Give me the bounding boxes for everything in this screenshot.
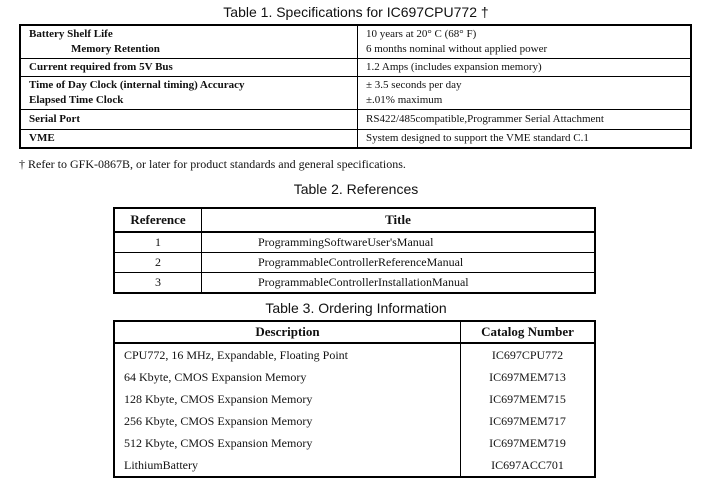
spec-label-cell — [20, 77, 358, 110]
specifications-table — [19, 24, 692, 149]
table-row — [114, 343, 595, 366]
catalog-number: IC697MEM713 — [461, 366, 596, 388]
spec-value-cell — [358, 25, 692, 59]
item-description: 256 Kbyte, CMOS Expansion Memory — [114, 410, 461, 432]
column-header-reference: Reference — [114, 208, 202, 232]
references-table — [113, 207, 596, 294]
spec-label: Memory Retention — [71, 43, 160, 55]
spec-value: System designed to support the VME standard C.1 — [358, 130, 692, 149]
item-description: CPU772, 16 MHz, Expandable, Floating Point — [114, 343, 461, 366]
table1-caption-text: Table 1. Specifications for IC697CPU772 — [223, 4, 477, 20]
table-row — [20, 110, 691, 130]
item-description: LithiumBattery — [114, 454, 461, 477]
reference-title: ProgrammingSoftwareUser'sManual — [202, 232, 596, 253]
ordering-information-table — [113, 320, 596, 478]
spec-label: Current required from 5V Bus — [20, 59, 358, 77]
table-row — [114, 232, 595, 253]
reference-number: 1 — [114, 232, 202, 253]
dagger-mark: † — [477, 4, 489, 20]
table-row — [114, 454, 595, 477]
table2-caption: Table 2. References — [293, 181, 419, 197]
table-row — [20, 59, 691, 77]
reference-title: ProgrammableControllerReferenceManual — [202, 253, 596, 273]
reference-title: ProgrammableControllerInstallationManual — [202, 273, 596, 294]
spec-value: 10 years at 20° C (68° F) — [366, 28, 477, 40]
catalog-number: IC697MEM719 — [461, 432, 596, 454]
catalog-number: IC697MEM717 — [461, 410, 596, 432]
table-row — [114, 273, 595, 294]
column-header-description: Description — [114, 321, 461, 343]
spec-label: Elapsed Time Clock — [29, 94, 124, 106]
spec-value: 1.2 Amps (includes expansion memory) — [358, 59, 692, 77]
table-row — [114, 388, 595, 410]
item-description: 128 Kbyte, CMOS Expansion Memory — [114, 388, 461, 410]
spec-value: ±.01% maximum — [366, 94, 443, 106]
table1-caption — [0, 3, 712, 21]
item-description: 512 Kbyte, CMOS Expansion Memory — [114, 432, 461, 454]
table-row — [114, 253, 595, 273]
table1-footnote: † Refer to GFK-0867B, or later for product standards and general specifications. — [19, 157, 406, 171]
spec-label-cell — [20, 25, 358, 59]
reference-number: 2 — [114, 253, 202, 273]
item-description: 64 Kbyte, CMOS Expansion Memory — [114, 366, 461, 388]
spec-value: 6 months nominal without applied power — [366, 43, 548, 55]
column-header-catalog-number: Catalog Number — [461, 321, 596, 343]
spec-value: RS422/485compatible,Programmer Serial Attachment — [358, 110, 692, 130]
spec-label: Battery Shelf Life — [29, 28, 113, 40]
table-header-row — [114, 321, 595, 343]
spec-label: Serial Port — [20, 110, 358, 130]
spec-label: Time of Day Clock (internal timing) Accuracy — [29, 79, 245, 91]
spec-value: ± 3.5 seconds per day — [366, 79, 462, 91]
table-row — [114, 366, 595, 388]
spec-value-cell — [358, 77, 692, 110]
catalog-number: IC697CPU772 — [461, 343, 596, 366]
table-row — [114, 432, 595, 454]
table-row — [20, 25, 691, 59]
table-header-row — [114, 208, 595, 232]
spec-label: VME — [20, 130, 358, 149]
table-row — [20, 130, 691, 149]
table-row — [20, 77, 691, 110]
reference-number: 3 — [114, 273, 202, 294]
table-row — [114, 410, 595, 432]
catalog-number: IC697ACC701 — [461, 454, 596, 477]
catalog-number: IC697MEM715 — [461, 388, 596, 410]
column-header-title: Title — [202, 208, 596, 232]
table3-caption: Table 3. Ordering Information — [265, 300, 447, 316]
